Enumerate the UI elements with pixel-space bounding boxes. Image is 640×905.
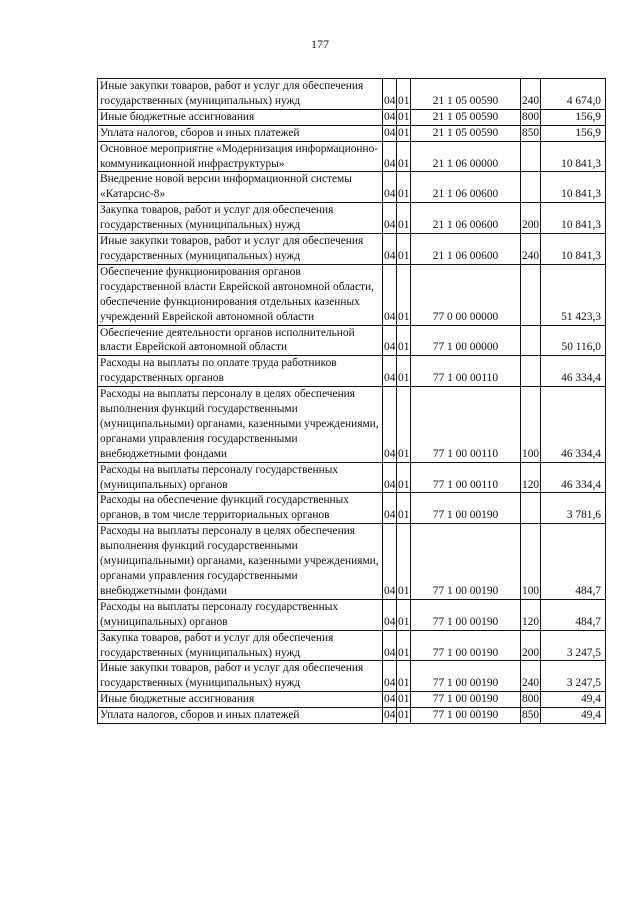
section-code-cell: 04: [383, 172, 397, 203]
expense-name-cell: Расходы на обеспечение функций государственных органов, в том числе территориальных органов: [98, 493, 383, 524]
section-code-cell: 04: [383, 141, 397, 172]
amount-cell: 46 334,4: [541, 387, 606, 463]
section-code-cell: 04: [383, 599, 397, 630]
section-code-cell: 04: [383, 109, 397, 125]
expense-type-code-cell: 200: [521, 630, 541, 661]
expense-type-code-cell: [521, 172, 541, 203]
section-code-cell: 04: [383, 708, 397, 724]
expense-name-cell: Обеспечение функционирования органов государственной власти Еврейской автономной области, обеспечение функционирования отдельных казенных учреждений Еврейской автономной области: [98, 264, 383, 325]
table-row: [98, 708, 606, 724]
subsection-code-cell: 01: [397, 172, 411, 203]
section-code-cell: 04: [383, 387, 397, 463]
table-row: [98, 79, 606, 110]
expense-name-cell: Иные бюджетные ассигнования: [98, 692, 383, 708]
expense-type-code-cell: [521, 141, 541, 172]
expense-type-code-cell: 120: [521, 599, 541, 630]
subsection-code-cell: 01: [397, 630, 411, 661]
target-item-code-cell: 77 1 00 00190: [411, 692, 521, 708]
amount-cell: 46 334,4: [541, 462, 606, 493]
expense-name-cell: Иные бюджетные ассигнования: [98, 109, 383, 125]
target-item-code-cell: 21 1 06 00600: [411, 234, 521, 265]
subsection-code-cell: 01: [397, 79, 411, 110]
section-code-cell: 04: [383, 356, 397, 387]
table-row: [98, 524, 606, 600]
table-row: [98, 356, 606, 387]
target-item-code-cell: 21 1 05 00590: [411, 125, 521, 141]
subsection-code-cell: 01: [397, 692, 411, 708]
subsection-code-cell: 01: [397, 325, 411, 356]
target-item-code-cell: 77 1 00 00190: [411, 661, 521, 692]
section-code-cell: 04: [383, 79, 397, 110]
section-code-cell: 04: [383, 462, 397, 493]
expense-type-code-cell: 120: [521, 462, 541, 493]
expense-name-cell: Основное мероприятие «Модернизация информационно-коммуникационной инфраструктуры»: [98, 141, 383, 172]
table-row: [98, 493, 606, 524]
amount-cell: 3 781,6: [541, 493, 606, 524]
section-code-cell: 04: [383, 630, 397, 661]
target-item-code-cell: 77 1 00 00190: [411, 493, 521, 524]
expense-name-cell: Иные закупки товаров, работ и услуг для обеспечения государственных (муниципальных) нужд: [98, 234, 383, 265]
table-row: [98, 109, 606, 125]
expense-type-code-cell: 800: [521, 692, 541, 708]
expense-name-cell: Расходы на выплаты по оплате труда работников государственных органов: [98, 356, 383, 387]
target-item-code-cell: 77 1 00 00190: [411, 599, 521, 630]
expense-type-code-cell: 240: [521, 234, 541, 265]
amount-cell: 156,9: [541, 125, 606, 141]
expense-type-code-cell: 100: [521, 387, 541, 463]
subsection-code-cell: 01: [397, 708, 411, 724]
target-item-code-cell: 77 1 00 00000: [411, 325, 521, 356]
expense-name-cell: Расходы на выплаты персоналу в целях обеспечения выполнения функций государственными (муниципальными) органами, казенными учреждениями, органами управления государственными внебюджетными фондами: [98, 524, 383, 600]
expense-type-code-cell: 800: [521, 109, 541, 125]
expense-type-code-cell: [521, 356, 541, 387]
amount-cell: 51 423,3: [541, 264, 606, 325]
expense-name-cell: Расходы на выплаты персоналу государственных (муниципальных) органов: [98, 462, 383, 493]
amount-cell: 10 841,3: [541, 172, 606, 203]
subsection-code-cell: 01: [397, 493, 411, 524]
expense-type-code-cell: 240: [521, 661, 541, 692]
target-item-code-cell: 77 1 00 00110: [411, 356, 521, 387]
expense-type-code-cell: 240: [521, 79, 541, 110]
page-number: 177: [311, 37, 329, 51]
section-code-cell: 04: [383, 203, 397, 234]
subsection-code-cell: 01: [397, 203, 411, 234]
amount-cell: 10 841,3: [541, 203, 606, 234]
amount-cell: 484,7: [541, 524, 606, 600]
table-row: [98, 661, 606, 692]
expense-name-cell: Обеспечение деятельности органов исполнительной власти Еврейской автономной области: [98, 325, 383, 356]
target-item-code-cell: 21 1 06 00600: [411, 203, 521, 234]
table-row: [98, 203, 606, 234]
target-item-code-cell: 77 1 00 00190: [411, 524, 521, 600]
section-code-cell: 04: [383, 325, 397, 356]
table-row: [98, 325, 606, 356]
table-body: [98, 79, 606, 724]
subsection-code-cell: 01: [397, 524, 411, 600]
budget-table: [97, 78, 606, 724]
subsection-code-cell: 01: [397, 234, 411, 265]
expense-name-cell: Иные закупки товаров, работ и услуг для обеспечения государственных (муниципальных) нужд: [98, 79, 383, 110]
table-row: [98, 234, 606, 265]
target-item-code-cell: 21 1 06 00000: [411, 141, 521, 172]
expense-type-code-cell: [521, 264, 541, 325]
table-row: [98, 462, 606, 493]
target-item-code-cell: 77 0 00 00000: [411, 264, 521, 325]
subsection-code-cell: 01: [397, 599, 411, 630]
target-item-code-cell: 77 1 00 00190: [411, 630, 521, 661]
amount-cell: 3 247,5: [541, 630, 606, 661]
subsection-code-cell: 01: [397, 462, 411, 493]
table-row: [98, 125, 606, 141]
subsection-code-cell: 01: [397, 264, 411, 325]
section-code-cell: 04: [383, 125, 397, 141]
expense-name-cell: Иные закупки товаров, работ и услуг для обеспечения государственных (муниципальных) нужд: [98, 661, 383, 692]
amount-cell: 49,4: [541, 692, 606, 708]
amount-cell: 3 247,5: [541, 661, 606, 692]
amount-cell: 49,4: [541, 708, 606, 724]
expense-name-cell: Закупка товаров, работ и услуг для обеспечения государственных (муниципальных) нужд: [98, 203, 383, 234]
table-row: [98, 264, 606, 325]
table-row: [98, 692, 606, 708]
expense-name-cell: Расходы на выплаты персоналу в целях обеспечения выполнения функций государственными (муниципальными) органами, казенными учреждениями, органами управления государственными внебюджетными фондами: [98, 387, 383, 463]
section-code-cell: 04: [383, 661, 397, 692]
expense-type-code-cell: 200: [521, 203, 541, 234]
expense-name-cell: Расходы на выплаты персоналу государственных (муниципальных) органов: [98, 599, 383, 630]
table-row: [98, 172, 606, 203]
target-item-code-cell: 21 1 05 00590: [411, 79, 521, 110]
subsection-code-cell: 01: [397, 109, 411, 125]
expense-type-code-cell: 100: [521, 524, 541, 600]
table-row: [98, 387, 606, 463]
amount-cell: 10 841,3: [541, 234, 606, 265]
expense-name-cell: Закупка товаров, работ и услуг для обеспечения государственных (муниципальных) нужд: [98, 630, 383, 661]
subsection-code-cell: 01: [397, 387, 411, 463]
subsection-code-cell: 01: [397, 356, 411, 387]
amount-cell: 4 674,0: [541, 79, 606, 110]
amount-cell: 156,9: [541, 109, 606, 125]
section-code-cell: 04: [383, 234, 397, 265]
expense-type-code-cell: [521, 493, 541, 524]
subsection-code-cell: 01: [397, 125, 411, 141]
section-code-cell: 04: [383, 524, 397, 600]
subsection-code-cell: 01: [397, 141, 411, 172]
section-code-cell: 04: [383, 493, 397, 524]
table-row: [98, 630, 606, 661]
expense-name-cell: Внедрение новой версии информационной системы «Катарсис-8»: [98, 172, 383, 203]
expense-type-code-cell: 850: [521, 125, 541, 141]
target-item-code-cell: 21 1 05 00590: [411, 109, 521, 125]
expense-name-cell: Уплата налогов, сборов и иных платежей: [98, 708, 383, 724]
amount-cell: 10 841,3: [541, 141, 606, 172]
target-item-code-cell: 77 1 00 00110: [411, 462, 521, 493]
amount-cell: 484,7: [541, 599, 606, 630]
section-code-cell: 04: [383, 264, 397, 325]
target-item-code-cell: 77 1 00 00190: [411, 708, 521, 724]
table-row: [98, 599, 606, 630]
section-code-cell: 04: [383, 692, 397, 708]
amount-cell: 50 116,0: [541, 325, 606, 356]
amount-cell: 46 334,4: [541, 356, 606, 387]
expense-type-code-cell: [521, 325, 541, 356]
subsection-code-cell: 01: [397, 661, 411, 692]
expense-name-cell: Уплата налогов, сборов и иных платежей: [98, 125, 383, 141]
table-row: [98, 141, 606, 172]
target-item-code-cell: 21 1 06 00600: [411, 172, 521, 203]
expense-type-code-cell: 850: [521, 708, 541, 724]
target-item-code-cell: 77 1 00 00110: [411, 387, 521, 463]
